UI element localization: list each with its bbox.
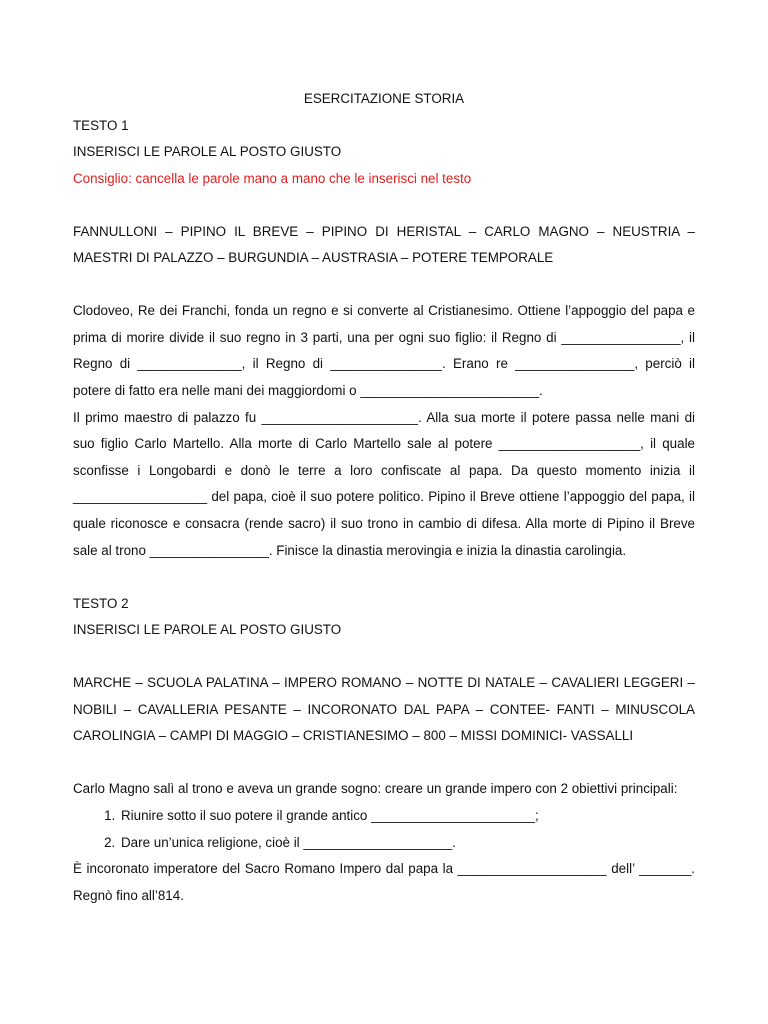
- testo2-intro: Carlo Magno salì al trono e aveva un grande sogno: creare un grande impero con 2 obiettivi principali:: [73, 781, 678, 797]
- worksheet-title: ESERCITAZIONE STORIA: [303, 91, 465, 106]
- testo1-heading: TESTO 1: [73, 117, 129, 133]
- testo2-closing: È incoronato imperatore del Sacro Romano Impero dal papa la ____________________ dell’ _______. Regnò fino all’814.: [73, 861, 695, 903]
- worksheet-page: [73, 86, 695, 909]
- list-item: 2. Dare un’unica religione, cioè il ____________________.: [119, 830, 695, 857]
- spacer: [73, 564, 695, 591]
- testo1-word-bank: FANNULLONI – PIPINO IL BREVE – PIPINO DI HERISTAL – CARLO MAGNO – NEUSTRIA – MAESTRI DI PALAZZO – BURGUNDIA – AUSTRASIA – POTERE TEMPORALE: [73, 223, 695, 266]
- testo1-tip: Consiglio: cancella le parole mano a mano che le inserisci nel testo: [73, 170, 472, 186]
- spacer: [73, 644, 695, 671]
- spacer: [73, 192, 695, 219]
- testo1-paragraph: Clodoveo, Re dei Franchi, fonda un regno e si converte al Cristianesimo. Ottiene l’appoggio del papa e prima di morire divide il suo regno in 3 parti, una per ogni suo figlio: il Regno di ________________, il Regno di ______________, il Regno di _______________. Erano re ________________, perciò il potere di fatto era nelle mani dei maggiordomi o ________________________. Il primo maestro di palazzo fu _____________________. Alla sua morte il potere passa nelle mani di suo figlio Carlo Martello. Alla morte di Carlo Martello sale al potere ___________________, il quale sconfisse i Longobardi e donò le terre a loro confiscate al papa. Da questo momento inizia il __________________ del papa, cioè il suo potere politico. Pipino il Breve ottiene l’appoggio del papa, il quale riconosce e consacra (rende sacro) il suo trono in cambio di difesa. Alla morte di Pipino il Breve sale al trono ________________. Finisce la dinastia merovingia e inizia la dinastia carolingia.: [73, 303, 695, 558]
- testo2-word-bank: MARCHE – SCUOLA PALATINA – IMPERO ROMANO – NOTTE DI NATALE – CAVALIERI LEGGERI – NOBILI – CAVALLERIA PESANTE – INCORONATO DAL PAPA – CONTEE- FANTI – MINUSCOLA CAROLINGIA – CAMPI DI MAGGIO – CRISTIANESIMO – 800 – MISSI DOMINICI- VASSALLI: [73, 675, 695, 744]
- testo2-objectives-list: [73, 803, 695, 856]
- testo1-instruction: INSERISCI LE PAROLE AL POSTO GIUSTO: [73, 144, 342, 159]
- spacer: [73, 750, 695, 777]
- spacer: [73, 272, 695, 299]
- testo2-heading: TESTO 2: [73, 595, 129, 611]
- list-item: 1. Riunire sotto il suo potere il grande antico ______________________;: [119, 803, 695, 830]
- testo2-instruction: INSERISCI LE PAROLE AL POSTO GIUSTO: [73, 622, 342, 638]
